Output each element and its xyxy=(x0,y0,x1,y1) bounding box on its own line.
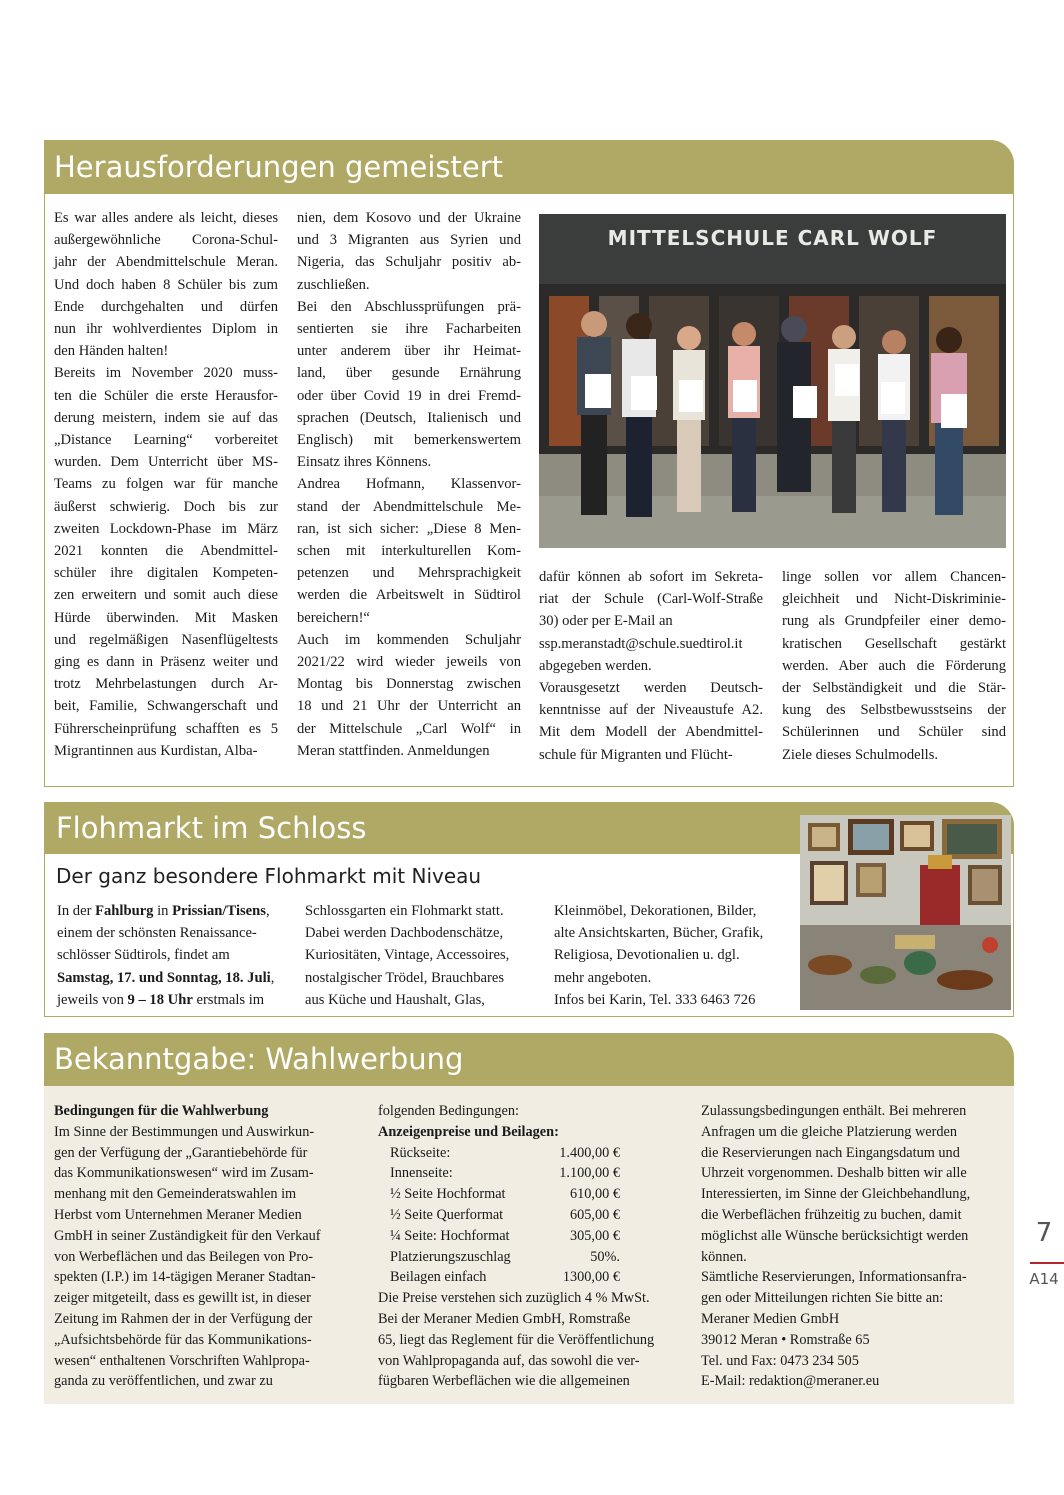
text-line: aus Küche und Haushalt, Glas, xyxy=(305,991,485,1008)
text-line: Im Sinne der Bestimmungen und Auswirkun- xyxy=(54,1123,315,1140)
event-dates: Samstag, 17. und Sonntag, 18. Juli xyxy=(57,969,271,986)
text-line: dafür können ab sofort im Sekreta- xyxy=(539,569,763,585)
text-line: werden die Arbeitswelt in Südtirol xyxy=(297,587,521,604)
text-line: von Werbeflächen und das Beilegen von Pro- xyxy=(54,1248,314,1265)
page-divider xyxy=(1030,1262,1064,1264)
article3-title: Bekanntgabe: Wahlwerbung xyxy=(54,1042,464,1076)
article1-col2 xyxy=(297,207,521,762)
text-line: wurden. Dem Unterricht über MS- xyxy=(54,454,278,471)
school-sign: MITTELSCHULE CARL WOLF xyxy=(607,226,938,250)
article1-col3 xyxy=(539,566,763,766)
article1-title-bar xyxy=(44,140,1014,194)
price-value: 1.400,00 € xyxy=(559,1144,620,1161)
article1-col1 xyxy=(54,207,278,762)
text-line: Religiosa, Devotionalien u. dgl. xyxy=(554,947,740,964)
text-line: zweiten Lockdown-Phase im März xyxy=(54,520,278,537)
text-line: oder über Covid 19 in drei Fremd- xyxy=(297,387,521,404)
text-line: fügbaren Werbeflächen wie die allgemeinen xyxy=(378,1373,630,1390)
text-line: zuschließen. xyxy=(297,276,370,293)
text-line: schüler ihre digitalen Kompeten- xyxy=(54,565,278,582)
text-line: Und doch haben 8 Schüler bis zum xyxy=(54,276,278,293)
price-label: ½ Seite Hochformat xyxy=(390,1186,506,1203)
text-line: die Reservierungen nach Eingangsdatum und xyxy=(701,1144,960,1161)
article3-heading: Bedingungen für die Wahlwerbung xyxy=(54,1103,269,1119)
text-line: Meraner Medien GmbH xyxy=(701,1310,840,1327)
text-line: ging es dann in Präsenz weiter und xyxy=(54,654,278,671)
text-line: Ziele dieses Schulmodells. xyxy=(782,746,939,763)
text-line: Uhrzeit vorgenommen. Deshalb bitten wir alle xyxy=(701,1165,967,1182)
text-line: der Selbständigkeit und die Stär- xyxy=(782,680,1006,697)
price-heading: Anzeigenpreise und Beilagen: xyxy=(378,1123,559,1140)
price-value: 610,00 € xyxy=(569,1186,620,1203)
price-label: Beilagen einfach xyxy=(390,1269,487,1286)
text-line: außergewöhnliche Corona-Schul- xyxy=(54,232,278,249)
text-line: Montag bis Donnerstag zwischen xyxy=(297,676,521,693)
text-line: bereichern!“ xyxy=(297,609,370,626)
article2-title: Flohmarkt im Schloss xyxy=(56,811,367,845)
text-line: Migrantinnen aus Kurdistan, Alba- xyxy=(54,742,258,759)
text-line: 39012 Meran • Romstraße 65 xyxy=(701,1331,870,1348)
text-line: werden. Aber auch die Förderung xyxy=(782,657,1006,674)
text-line: ten die Schüler die erste Herausfor- xyxy=(54,387,278,404)
text-line: 2021 konnten die Abendmittel- xyxy=(54,543,278,560)
text-line: sentierten sie ihre Facharbeiten xyxy=(297,321,521,338)
text-line: riat der Schule (Carl-Wolf-Straße xyxy=(539,591,763,608)
text-line: der Mittelschule „Carl Wolf“ in xyxy=(297,720,521,737)
text-line: 18 und 21 Uhr der Unterricht an xyxy=(297,698,521,715)
text-line: Die Preise verstehen sich zuzüglich 4 % MwSt. xyxy=(378,1290,650,1307)
text-line: Mit dem Modell der Abendmittel- xyxy=(539,724,763,741)
price-row xyxy=(378,1247,620,1268)
text-line: gleichheit und Nicht-Diskriminie- xyxy=(782,591,1006,608)
price-row xyxy=(378,1143,620,1164)
text-line: Zulassungsbedingungen enthält. Bei mehreren xyxy=(701,1103,967,1119)
article1-title: Herausforderungen gemeistert xyxy=(54,150,503,184)
article3-title-bar xyxy=(44,1033,1014,1086)
text-line: möglichst alle Wünsche berücksichtigt werden xyxy=(701,1227,969,1244)
text-line: E-Mail: redaktion@meraner.eu xyxy=(701,1373,880,1390)
page-number: 7 xyxy=(1035,1218,1053,1248)
text-line: Führerscheinprüfung schafften es 5 xyxy=(54,720,278,737)
text-line: Englisch) mit bemerkenswertem xyxy=(297,432,521,449)
article3-col3 xyxy=(701,1101,1021,1392)
text-line: und regelmäßigen Nasenflügeltests xyxy=(54,631,278,648)
text-line: Infos bei Karin, Tel. 333 6463 726 xyxy=(554,991,756,1008)
text-line: nien, dem Kosovo und der Ukraine xyxy=(297,210,521,226)
text-line: Bereits im November 2020 muss- xyxy=(54,365,278,382)
text-line: beit, Familie, Schwangerschaft und xyxy=(54,698,278,715)
article3-col2 xyxy=(378,1101,698,1392)
text-line: schule für Migranten und Flücht- xyxy=(539,746,733,763)
text-line: land, über gesunde Ernährung xyxy=(297,365,521,382)
text-line: zeiger mitgeteilt, dass es gewillt ist, in dieser xyxy=(54,1290,311,1307)
text-line: kung des Selbstbewusstseins der xyxy=(782,702,1006,719)
article2-col1: In der Fahlburg in Prissian/Tisens, einem der schönsten Renaissance- schlösser Südtirols, findet am Samstag, 17. und Sonntag, 18. Juli, jeweils von 9 – 18 Uhr erstmals im xyxy=(57,903,275,1008)
text-line: abgegeben werden. xyxy=(539,657,652,674)
article1-col4 xyxy=(782,566,1006,766)
text-line: Einsatz ihres Könnens. xyxy=(297,454,432,471)
text-line: Anfragen um die gleiche Platzierung werden xyxy=(701,1123,958,1140)
text-line: Schlossgarten ein Flohmarkt statt. xyxy=(305,903,504,919)
text-line: Hürde überwinden. Mit Masken xyxy=(54,609,278,626)
price-value: 50%. xyxy=(590,1248,620,1265)
text-line: ganda zu veröffentlichen, und zwar zu xyxy=(54,1373,273,1390)
price-value: 305,00 € xyxy=(569,1227,620,1244)
text-line: kenntnisse auf der Niveaustufe A2. xyxy=(539,702,763,719)
text-line: den Händen halten! xyxy=(54,343,169,360)
text-line: Meran stattfinden. Anmeldungen xyxy=(297,742,490,759)
text-line: menhang mit den Gemeinderatswahlen im xyxy=(54,1186,297,1203)
article3-col1 xyxy=(54,1101,374,1392)
text-line: alte Ansichtskarten, Bücher, Grafik, xyxy=(554,925,764,942)
text-line: rung als Grundpfeiler einer demo- xyxy=(782,613,1006,630)
text-line: Es war alles andere als leicht, dieses xyxy=(54,210,278,226)
graduates-photo xyxy=(539,214,1006,548)
text-line: derung meistern, indem sie auf das xyxy=(54,409,278,426)
price-label: ½ Seite Querformat xyxy=(390,1206,504,1223)
text-line: von Wahlpropaganda auf, das sowohl die ver- xyxy=(378,1352,640,1369)
text-line: können. xyxy=(701,1248,747,1265)
price-row xyxy=(378,1184,620,1205)
text-line: die Werbeflächen frühzeitig zu buchen, damit xyxy=(701,1206,962,1223)
price-row xyxy=(378,1226,620,1247)
price-row xyxy=(378,1267,620,1288)
text-line: Auch im kommenden Schuljahr xyxy=(297,631,521,648)
text-line: ran, ist sich sicher: „Diese 8 Men- xyxy=(297,520,521,537)
price-row xyxy=(378,1163,620,1184)
text-line: spekten (I.P.) im 14-tägigen Meraner Stadtan- xyxy=(54,1269,316,1286)
text-line: jahr der Abendmittelschule Meran. xyxy=(54,254,278,271)
article2-col3 xyxy=(554,900,794,1011)
flohmarkt-photo-illustration xyxy=(800,815,1011,1010)
price-value: 1300,00 € xyxy=(562,1269,620,1286)
location-name: Prissian/Tisens xyxy=(172,903,266,919)
text-line: schen mit interkulturellen Kom- xyxy=(297,543,521,560)
text-line: nostalgischer Trödel, Brauchbares xyxy=(305,969,505,986)
text-line: Andrea Hofmann, Klassenvor- xyxy=(297,476,521,493)
text-line: mehr angeboten. xyxy=(554,969,652,986)
fahlburg-name: Fahlburg xyxy=(95,903,154,919)
article2-subtitle: Der ganz besondere Flohmarkt mit Niveau xyxy=(56,864,482,888)
text-line: Nigeria, das Schuljahr positiv ab- xyxy=(297,254,521,271)
text-line: Kleinmöbel, Dekorationen, Bilder, xyxy=(554,903,757,919)
text-line: sprachen (Deutsch, Italienisch und xyxy=(297,409,521,426)
text-line: Herbst vom Unternehmen Meraner Medien xyxy=(54,1206,302,1223)
text-line: unter anderem über ihr Heimat- xyxy=(297,343,521,360)
text-line: äußerst schwierig. Doch bis zur xyxy=(54,498,278,515)
text-line: 2021/22 wird wieder jeweils von xyxy=(297,654,521,671)
text-line: nun ihr wohlverdientes Diplom in xyxy=(54,321,278,338)
price-value: 605,00 € xyxy=(569,1206,620,1223)
text-line: Sämtliche Reservierungen, Informationsanfra- xyxy=(701,1269,967,1286)
price-list xyxy=(378,1143,698,1289)
text-line: Zeitung im Rahmen der in der Verfügung der xyxy=(54,1310,313,1327)
text-line: 65, liegt das Reglement für die Veröffentlichung xyxy=(378,1331,655,1348)
text-line: Schülerinnen und Schüler sind xyxy=(782,724,1006,741)
text-line: Vorausgesetzt werden Deutsch- xyxy=(539,680,763,697)
price-value: 1.100,00 € xyxy=(559,1165,620,1182)
text-line: gen oder Mitteilungen richten Sie bitte an: xyxy=(701,1290,944,1307)
text-line: zen erweitern und somit auch diese xyxy=(54,587,278,604)
price-label: Innenseite: xyxy=(390,1165,453,1182)
text-line: und 3 Migranten aus Syrien und xyxy=(297,232,521,249)
text-line: „Aufsichtsbehörde für das Kommunikations- xyxy=(54,1331,312,1348)
text-line: GmbH in seiner Zuständigkeit für den Verkauf xyxy=(54,1227,321,1244)
text-line: wesen“ enthaltenen Vorschriften Wahlpropa- xyxy=(54,1352,310,1369)
article2-col2 xyxy=(305,900,545,1011)
graduates-photo-illustration xyxy=(539,214,1006,548)
price-row xyxy=(378,1205,620,1226)
text-line: Bei den Abschlussprüfungen prä- xyxy=(297,298,521,315)
text-line: petenzen und Mehrsprachigkeit xyxy=(297,565,521,582)
text-line: linge sollen vor allem Chancen- xyxy=(782,569,1006,585)
price-label: Rückseite: xyxy=(390,1144,451,1161)
text-line: stand der Abendmittelschule Me- xyxy=(297,498,521,515)
text-line: kratischen Gesellschaft gestärkt xyxy=(782,635,1006,652)
event-hours: 9 – 18 Uhr xyxy=(127,991,193,1008)
article3-col2-intro: folgenden Bedingungen: xyxy=(378,1103,519,1119)
price-label: ¼ Seite: Hochformat xyxy=(390,1227,510,1244)
text-line: Bei der Meraner Medien GmbH, Romstraße xyxy=(378,1310,631,1327)
text-line: Interessierten, im Sinne der Gleichbehandlung, xyxy=(701,1186,971,1203)
price-label: Platzierungszuschlag xyxy=(390,1248,511,1265)
text-line: trotz Mehrbelastungen durch Ar- xyxy=(54,676,278,693)
text-line: gen der Verfügung der „Garantiebehörde für xyxy=(54,1144,308,1161)
text-line: Tel. und Fax: 0473 234 505 xyxy=(701,1352,859,1369)
text-line: 30) oder per E-Mail an xyxy=(539,613,673,630)
text-line: das Kommunikationswesen“ wird im Zusam- xyxy=(54,1165,314,1182)
text-line: ssp.meranstadt@schule.suedtirol.it xyxy=(539,635,743,652)
text-line: Dabei werden Dachbodenschätze, xyxy=(305,925,504,942)
page-code: A14 xyxy=(1029,1270,1059,1288)
flohmarkt-photo xyxy=(800,815,1011,1010)
text-line: Teams zu folgen war für manche xyxy=(54,476,278,493)
text-line: Ende durchgehalten und dürfen xyxy=(54,298,278,315)
text-line: „Distance Learning“ vorbereitet xyxy=(54,432,278,449)
text-line: Kuriositäten, Vintage, Accessoires, xyxy=(305,947,510,964)
